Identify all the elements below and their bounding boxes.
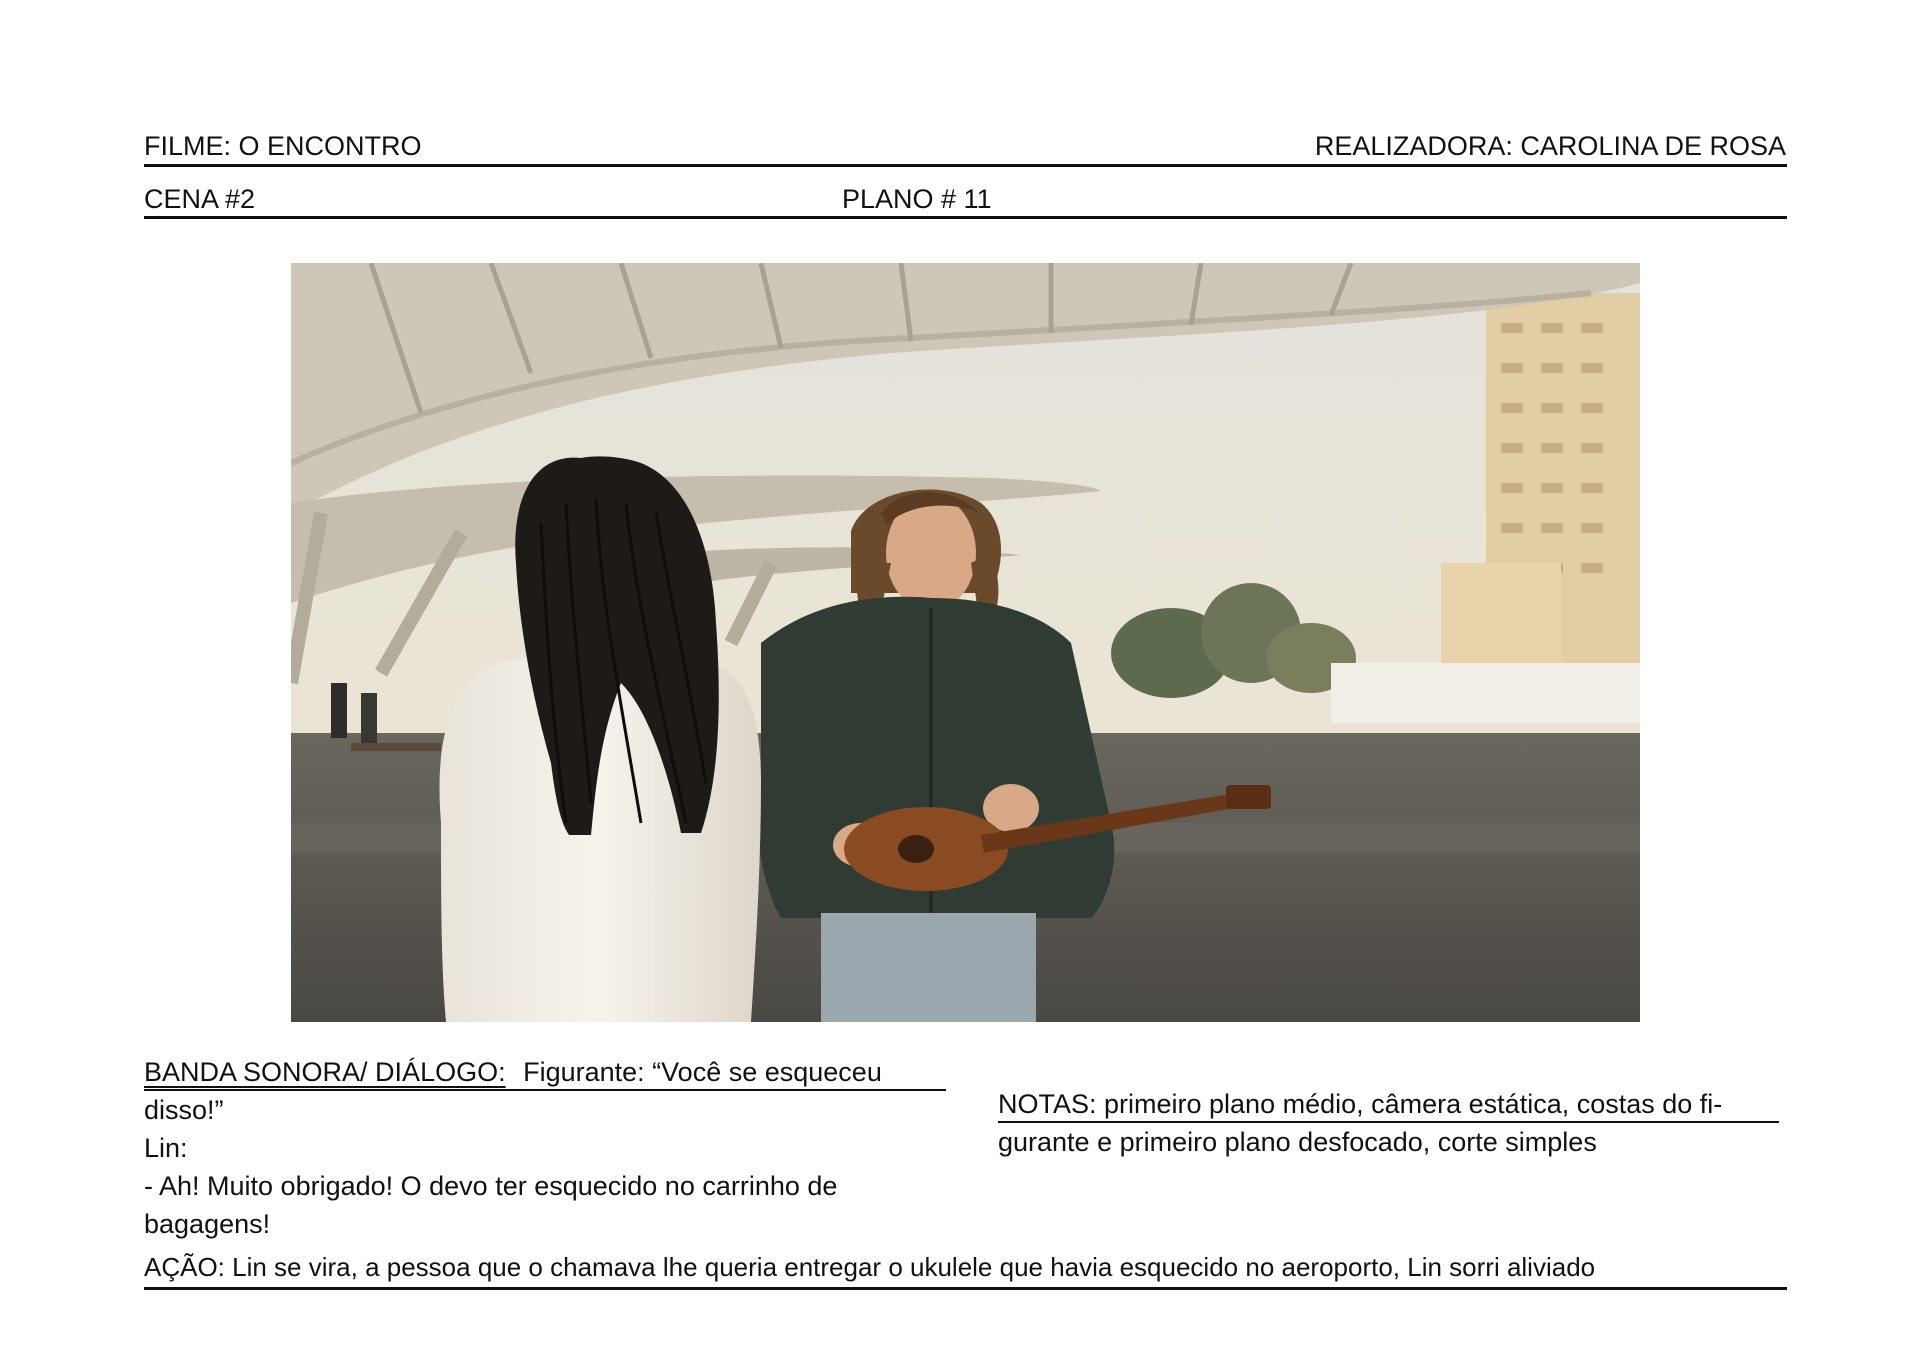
action-text: AÇÃO: Lin se vira, a pessoa que o chamava lhe queria entregar o ukulele que havia esquecido no aeroporto, Lin sorri aliviado — [144, 1252, 1596, 1282]
dialogue-block — [144, 1053, 944, 1243]
dialogue-extra-line-1: Figurante: “Você se esqueceu — [523, 1057, 882, 1087]
notes-underline — [998, 1121, 1779, 1123]
dialogue-lin-line-2: bagagens! — [144, 1209, 271, 1239]
director-name: REALIZADORA: CAROLINA DE ROSA — [1314, 131, 1786, 161]
notes-line-2: gurante e primeiro plano desfocado, corte simples — [998, 1127, 1597, 1157]
notes-block — [998, 1085, 1788, 1161]
action-underline — [144, 1287, 1787, 1290]
dialogue-line-1 — [144, 1053, 944, 1091]
dialogue-lin-line-1: - Ah! Muito obrigado! O devo ter esquecido no carrinho de — [144, 1171, 838, 1201]
header-divider-2 — [144, 216, 1787, 219]
shot-number: PLANO # 11 — [842, 184, 992, 214]
dialogue-underline — [144, 1089, 946, 1091]
dialogue-speaker: Lin: — [144, 1133, 188, 1163]
dialogue-heading: BANDA SONORA/ DIÁLOGO: — [144, 1057, 506, 1087]
header-divider-1 — [144, 164, 1787, 167]
scene-number: CENA #2 — [144, 184, 256, 214]
dialogue-extra-line-2: disso!” — [144, 1095, 224, 1125]
film-title: FILME: O ENCONTRO — [144, 131, 422, 161]
notes-line-1: NOTAS: primeiro plano médio, câmera estática, costas do fi- — [998, 1089, 1723, 1119]
storyboard-frame-image — [291, 263, 1640, 1022]
